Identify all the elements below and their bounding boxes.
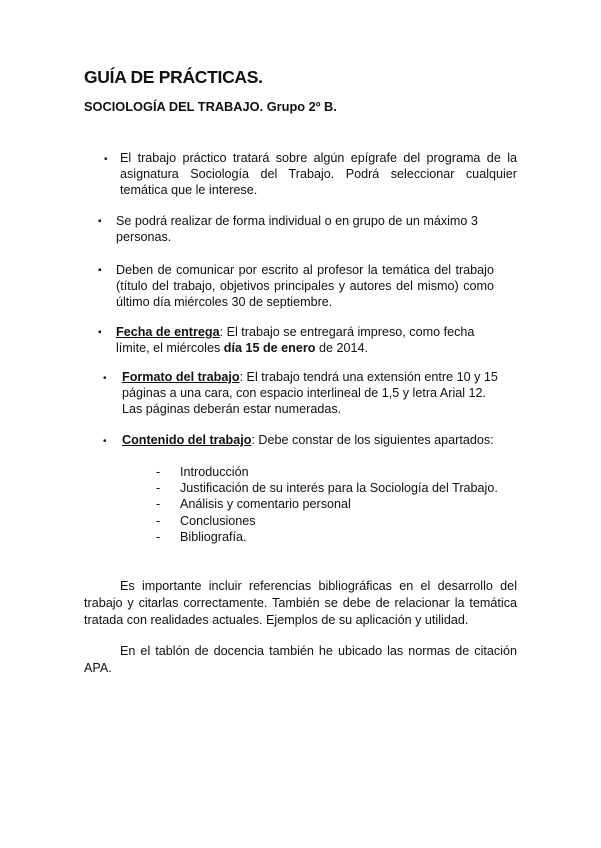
page-title: GUÍA DE PRÁCTICAS.	[84, 67, 263, 87]
bullet-icon: ▪	[98, 216, 102, 227]
content-label: Contenido del trabajo	[122, 433, 252, 447]
dash-icon: -	[156, 465, 161, 479]
dash-icon: -	[156, 497, 161, 512]
dash-icon: -	[156, 529, 161, 544]
apa-paragraph: En el tablón de docencia también he ubicado las normas de citación APA.	[84, 644, 517, 676]
list-item-text: El trabajo práctico tratará sobre algún epígrafe del programa de la asignatura Sociología del Trabajo. Podrá seleccionar cualquier temática que le interese.	[120, 151, 517, 198]
dash-icon: -	[156, 481, 161, 496]
deadline-label: Fecha de entrega	[116, 325, 220, 339]
sections-list	[156, 464, 498, 545]
format-label: Formato del trabajo	[122, 370, 240, 384]
deadline-text: : El trabajo se entregará impreso, como fecha límite, el miércoles	[116, 325, 475, 356]
section-item: - Bibliografía.	[156, 529, 247, 544]
list-item-format	[122, 369, 504, 418]
section-item: - Análisis y comentario personal	[156, 497, 351, 512]
content-text: : Debe constar de los siguientes apartados:	[251, 433, 494, 447]
bullet-icon: •	[103, 373, 107, 384]
format-text: : El trabajo tendrá una extensión entre 10 y 15 páginas a una cara, con espacio interlineal de 1,5 y letra Arial 12. Las páginas deberán estar numeradas.	[122, 370, 498, 417]
page-subtitle: SOCIOLOGÍA DEL TRABAJO. Grupo 2º B.	[84, 99, 337, 114]
bullet-icon: •	[104, 154, 108, 165]
deadline-year: de 2014.	[315, 341, 369, 356]
list-item-communicate	[116, 262, 494, 311]
deadline-date: día 15 de enero	[223, 341, 316, 356]
list-item-text: Se podrá realizar de forma individual o en grupo de un máximo 3 personas.	[116, 214, 478, 245]
dash-icon: -	[156, 513, 161, 528]
bullet-icon: ▪	[98, 265, 102, 276]
list-item-text: Deben de comunicar por escrito al profesor la temática del trabajo (título del trabajo, objetivos principales y autores del mismo) como último día miércoles 30 de septiembre.	[116, 263, 494, 310]
section-item: - Introducción	[156, 465, 249, 479]
section-item: - Justificación de su interés para la Sociología del Trabajo.	[156, 481, 498, 496]
list-item-group	[116, 213, 506, 245]
list-item-topic	[120, 150, 517, 199]
list-item-content	[122, 432, 502, 448]
references-paragraph: Es importante incluir referencias bibliográficas en el desarrollo del trabajo y citarlas correctamente. También se debe de relacionar la temática tratada con realidades actuales. Ejemplos de su aplicación y utilidad.	[84, 579, 517, 628]
section-item: - Conclusiones	[156, 513, 256, 528]
bullet-icon: •	[103, 436, 107, 447]
list-item-deadline	[116, 324, 501, 356]
bullet-icon: ▪	[98, 327, 102, 338]
